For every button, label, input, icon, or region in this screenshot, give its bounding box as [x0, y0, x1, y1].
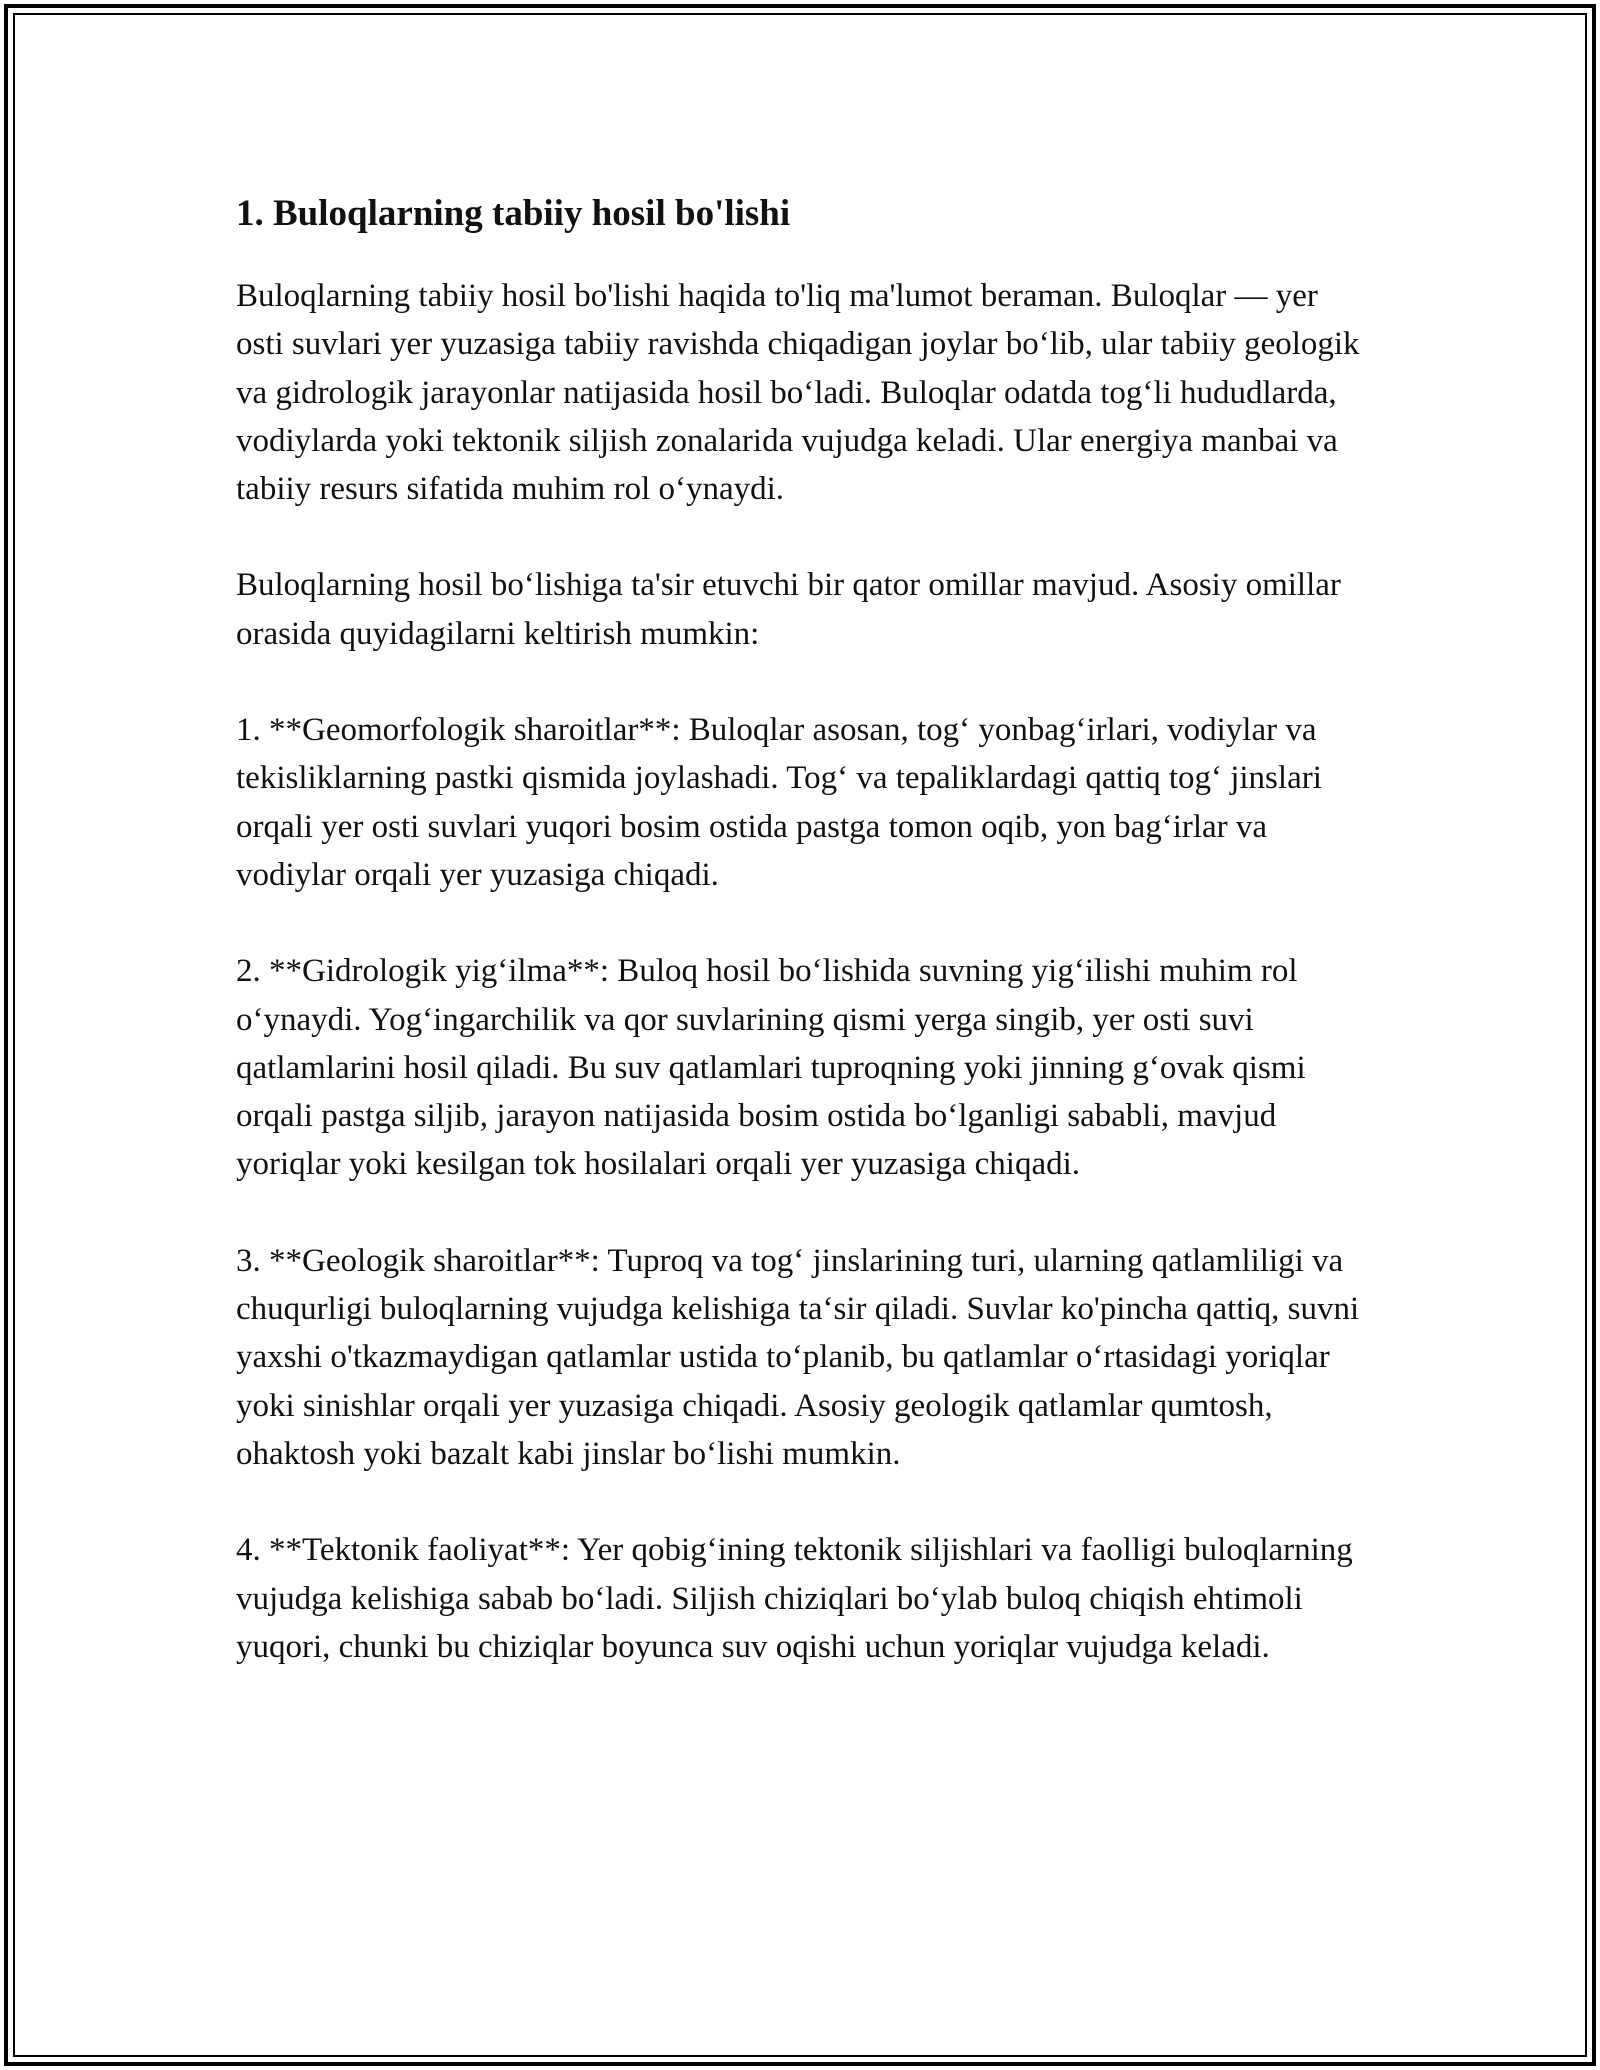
paragraph-geology: 3. **Geologik sharoitlar**: Tuproq va tog‘ jinslarining turi, ularning qatlamliligi va chuqurligi buloqlarning vujudga kelishiga ta‘sir qiladi. Suvlar ko'pincha qattiq, suvni yaxshi o'tkazmaydigan qatlamlar ustida to‘planib, bu qatlamlar o‘rtasidagi yoriqlar yoki sinishlar orqali yer yuzasiga chiqadi. Asosiy geologik qatlamlar qumtosh, ohaktosh yoki bazalt kabi jinslar bo‘lishi mumkin.	[236, 1242, 1360, 1472]
document-body	[236, 186, 1371, 1719]
paragraph-intro: Buloqlarning tabiiy hosil bo'lishi haqida to'liq ma'lumot beraman. Buloqlar — yer osti suvlari yer yuzasiga tabiiy ravishda chiqadigan joylar bo‘lib, ular tabiiy geologik va gidrologik jarayonlar natijasida hosil bo‘ladi. Buloqlar odatda tog‘li hududlarda, vodiylarda yoki tektonik siljish zonalarida vujudga keladi. Ular energiya manbai va tabiiy resurs sifatida muhim rol o‘ynaydi.	[236, 278, 1360, 508]
paragraph-tectonics: 4. **Tektonik faoliyat**: Yer qobig‘ining tektonik siljishlari va faolligi buloqlarning vujudga kelishiga sabab bo‘ladi. Siljish chiziqlari bo‘ylab buloq chiqish ehtimoli yuqori, chunki bu chiziqlar boyunca suv oqishi uchun yoriqlar vujudga keladi.	[236, 1532, 1353, 1665]
paragraph-hydrology: 2. **Gidrologik yig‘ilma**: Buloq hosil bo‘lishida suvning yig‘ilishi muhim rol o‘ynaydi. Yog‘ingarchilik va qor suvlarining qismi yerga singib, yer osti suvi qatlamlarini hosil qiladi. Bu suv qatlamlari tuproqning yoki jinning g‘ovak qismi orqali pastga siljib, jarayon natijasida bosim ostida bo‘lganligi sababli, mavjud yoriqlar yoki kesilgan tok hosilalari orqali yer yuzasiga chiqadi.	[236, 953, 1306, 1183]
paragraph-geomorphology: 1. **Geomorfologik sharoitlar**: Buloqlar asosan, tog‘ yonbag‘irlari, vodiylar va tekisliklarning pastki qismida joylashadi. Tog‘ va tepaliklardagi qattiq tog‘ jinslari orqali yer osti suvlari yuqori bosim ostida pastga tomon oqib, yon bag‘irlar va vodiylar orqali yer yuzasiga chiqadi.	[236, 712, 1322, 893]
section-title: 1. Buloqlarning tabiiy hosil bo'lishi	[236, 193, 791, 234]
paragraph-factors-intro: Buloqlarning hosil bo‘lishiga ta'sir etuvchi bir qator omillar mavjud. Asosiy omillar orasida quyidagilarni keltirish mumkin:	[236, 567, 1341, 652]
